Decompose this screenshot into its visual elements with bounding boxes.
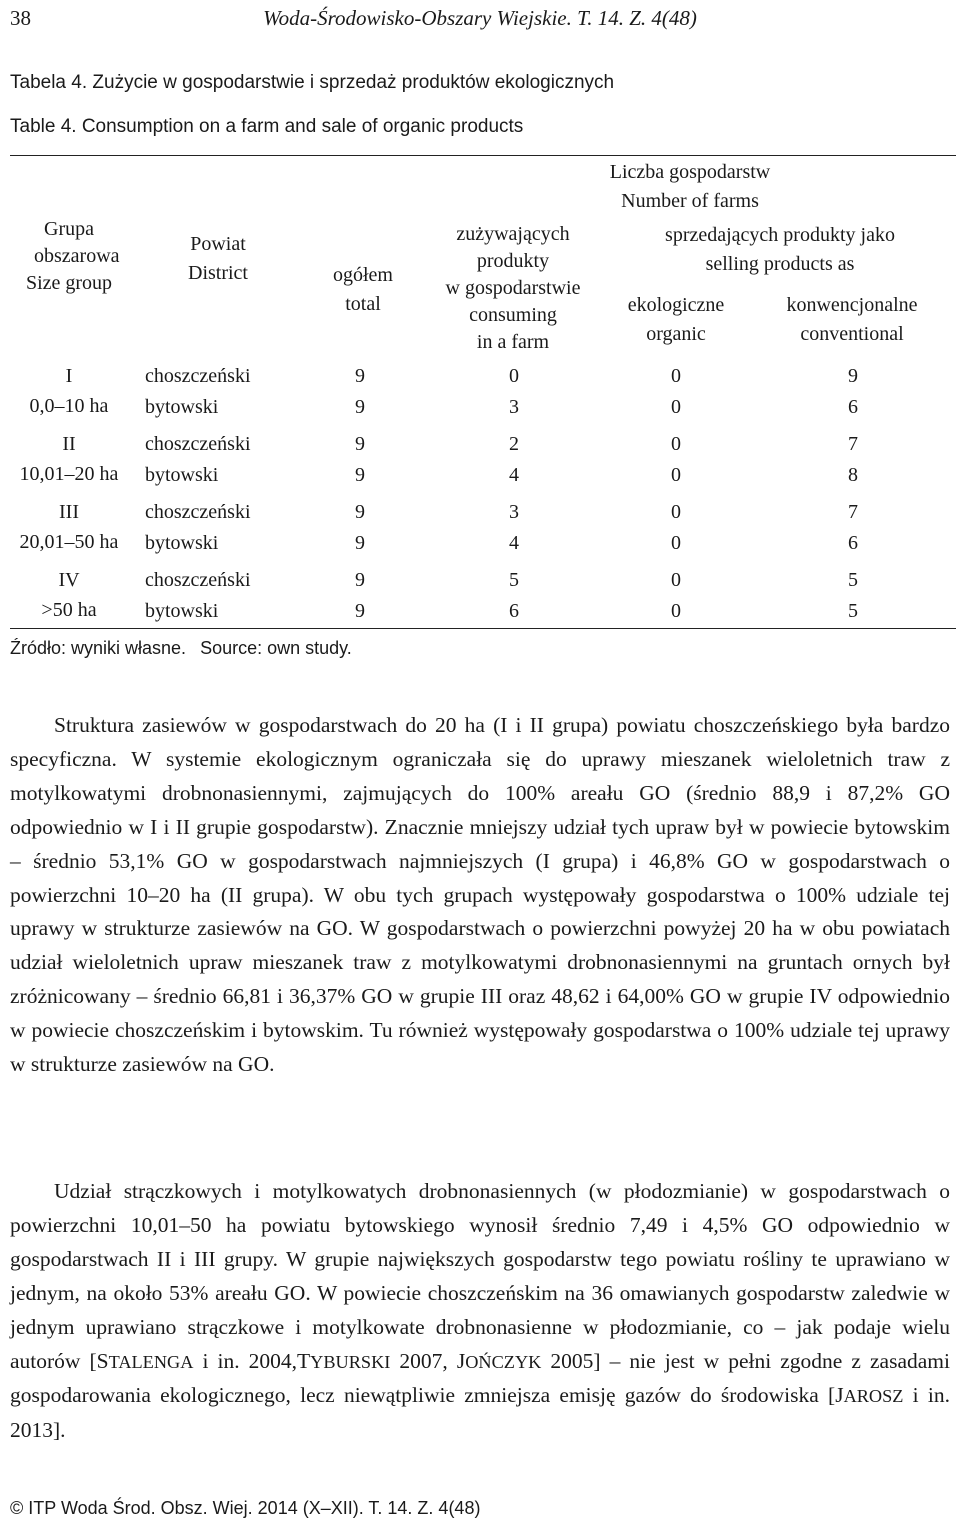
cell-total: 9 [355, 464, 365, 486]
cell-consuming: 6 [509, 600, 519, 622]
header-consuming-pl-1: zużywających [456, 223, 570, 245]
journal-title: Woda-Środowisko-Obszary Wiejskie. T. 14. Z. 4(48) [263, 6, 697, 30]
header-organic-pl: ekologiczne [627, 294, 725, 316]
source-en: Source: own study. [200, 638, 352, 658]
page-number: 38 [10, 6, 31, 30]
citation-rest: TALENGA [108, 1351, 194, 1372]
cell-organic: 0 [671, 600, 681, 622]
citation-stalenga [97, 1349, 194, 1373]
citation-jonczyk [457, 1349, 541, 1373]
citation-initial: S [96, 1348, 109, 1373]
cell-organic: 0 [671, 365, 681, 387]
citation-rest: AROSZ [843, 1386, 904, 1407]
cell-organic: 0 [671, 569, 681, 591]
cell-consuming: 3 [509, 501, 519, 523]
cell-consuming: 4 [509, 532, 519, 554]
cell-organic: 0 [671, 501, 681, 523]
group-roman: IV [58, 569, 80, 591]
cell-organic: 0 [671, 532, 681, 554]
cell-consuming: 3 [509, 396, 519, 418]
header-district [138, 230, 298, 288]
header-total-pl: ogółem [333, 264, 393, 286]
citation-tyburski [297, 1349, 390, 1373]
header-consuming-en-2: in a farm [476, 331, 550, 353]
header-conventional-en: conventional [800, 323, 904, 345]
table-title-en: Table 4. Consumption on a farm and sale of organic products [10, 116, 524, 137]
header-organic [600, 291, 752, 349]
group-roman: III [59, 501, 79, 523]
header-total-en: total [345, 293, 381, 315]
cell-district: choszczeński [145, 365, 251, 387]
cell-organic: 0 [671, 433, 681, 455]
cell-district: choszczeński [145, 569, 251, 591]
group-range: 0,0–10 ha [29, 395, 109, 417]
cell-district: choszczeński [145, 501, 251, 523]
paragraph-2-end: i in. 2013]. [10, 1383, 950, 1443]
source-pl: Źródło: wyniki własne. [10, 638, 187, 658]
cell-conventional: 7 [848, 433, 858, 455]
header-group [0, 216, 138, 297]
group-range: >50 ha [41, 599, 97, 621]
group-range: 20,01–50 ha [19, 531, 119, 553]
group-roman: I [65, 365, 73, 387]
cell-total: 9 [355, 501, 365, 523]
header-farms-pl: Liczba gospodarstw [609, 161, 771, 183]
group-label [0, 565, 138, 625]
cell-conventional: 8 [848, 464, 858, 486]
cell-organic: 0 [671, 396, 681, 418]
citation-initial: J [456, 1348, 466, 1373]
cell-conventional: 9 [848, 365, 858, 387]
paragraph-2-mid: 2005] – nie jest w pełni zgodne z zasadami gospodarowania ekologicznego, lecz niewątpliwie zmniejsza emisję gazów do środowiska [ [10, 1348, 950, 1408]
cell-consuming: 0 [509, 365, 519, 387]
header-farms-en: Number of farms [621, 190, 759, 212]
citation-jarosz [835, 1383, 903, 1407]
header-farms [420, 158, 960, 216]
citation-tail: 2007, [390, 1348, 457, 1373]
table-title-pl: Tabela 4. Zużycie w gospodarstwie i sprzedaż produktów ekologicznych [10, 72, 615, 93]
cell-conventional: 6 [848, 396, 858, 418]
cell-conventional: 6 [848, 532, 858, 554]
citation-tail: i in. 2004, [193, 1348, 298, 1373]
group-roman: II [62, 433, 76, 455]
cell-organic: 0 [671, 464, 681, 486]
cell-total: 9 [355, 365, 365, 387]
header-selling [600, 221, 960, 279]
cell-consuming: 2 [509, 433, 519, 455]
header-consuming-pl-3: w gospodarstwie [445, 277, 581, 299]
cell-district: bytowski [145, 600, 219, 622]
cell-district: bytowski [145, 464, 219, 486]
cell-consuming: 4 [509, 464, 519, 486]
header-consuming-pl-2: produkty [476, 250, 550, 272]
cell-conventional: 7 [848, 501, 858, 523]
group-label [0, 497, 138, 557]
citation-initial: J [835, 1383, 844, 1408]
header-group-pl: Grupa obszarowa [34, 218, 120, 267]
group-label [0, 361, 138, 421]
header-conventional [752, 291, 952, 349]
header-selling-en: selling products as [705, 253, 855, 275]
header-total [318, 261, 408, 319]
cell-district: bytowski [145, 396, 219, 418]
header-selling-pl: sprzedających produkty jako [665, 224, 895, 246]
paragraph-2 [10, 1175, 950, 1448]
table-source [10, 638, 352, 659]
cell-conventional: 5 [848, 600, 858, 622]
table-top-rule [10, 155, 956, 156]
cell-total: 9 [355, 433, 365, 455]
table-bottom-rule [10, 628, 956, 629]
paragraph-2-text: Udział strączkowych i motylkowatych drobnonasiennych (w płodozmianie) w gospodarstwach o powierzchni 10,01–50 ha powiatu bytowskiego wynosił średnio 7,49 i 4,5% GO odpowiednio w gospodarstwach II i III grupy. W grupie największych gospodarstw tego powiatu rośliny te uprawiano w jednym, na około 53% areału GO. W powiecie choszczeńskim na 36 omawianych gospodarstw zaledwie w jednym uprawiano strączkowe i motylkowate drobnonasienne w płodozmianie, co – jak podaje wielu autorów [ [10, 1179, 950, 1373]
header-conventional-pl: konwencjonalne [786, 294, 918, 316]
cell-total: 9 [355, 532, 365, 554]
paragraph-1: Struktura zasiewów w gospodarstwach do 20 ha (I i II grupa) powiatu choszczeńskiego była bardzo specyficzna. W systemie ekologicznym ograniczała się do uprawy mieszanek wieloletnich traw z motylkowatymi drobnonasiennymi, zajmujących do 100% areału GO (średnio 88,9 i 87,2% GO odpowiednio w I i II grupie gospodarstw). Znacznie mniejszy udział tych upraw był w powiecie bytowskim – średnio 53,1% GO w gospodarstwach najmniejszych (I grupa) i 46,8% GO w gospodarstwach o powierzchni 10–20 ha (II grupa). W obu tych grupach występowały gospodarstwa o 100% udziale tej uprawy w strukturze zasiewów na GO. W gospodarstwach o powierzchni powyżej 20 ha w obu powiatach udział wieloletnich upraw mieszanek traw z motylkowatymi drobnonasiennymi na gruntach ornych był zróżnicowany – średnio 66,81 i 36,37% GO w grupie III oraz 48,62 i 64,00% GO w grupie IV odpowiednio w powiecie choszczeńskim i bytowskim. Tu również występowały gospodarstwa o 100% udziale tej uprawy w strukturze zasiewów na GO. [10, 713, 950, 1077]
header-organic-en: organic [646, 323, 706, 345]
group-label [0, 429, 138, 489]
cell-consuming: 5 [509, 569, 519, 591]
cell-district: choszczeński [145, 433, 251, 455]
page-footer: © ITP Woda Środ. Obsz. Wiej. 2014 (X–XII). T. 14. Z. 4(48) [10, 1498, 481, 1518]
header-consuming-en-1: consuming [469, 304, 557, 326]
header-district-pl: Powiat [190, 233, 246, 255]
header-group-en: Size group [25, 272, 113, 294]
citation-rest: YBURSKI [310, 1351, 391, 1372]
cell-total: 9 [355, 569, 365, 591]
cell-district: bytowski [145, 532, 219, 554]
citation-rest: OŃCZYK [465, 1351, 542, 1372]
citation-initial: T [297, 1348, 311, 1373]
header-consuming [428, 221, 598, 356]
cell-total: 9 [355, 396, 365, 418]
header-district-en: District [188, 262, 248, 284]
cell-total: 9 [355, 600, 365, 622]
cell-conventional: 5 [848, 569, 858, 591]
group-range: 10,01–20 ha [19, 463, 119, 485]
